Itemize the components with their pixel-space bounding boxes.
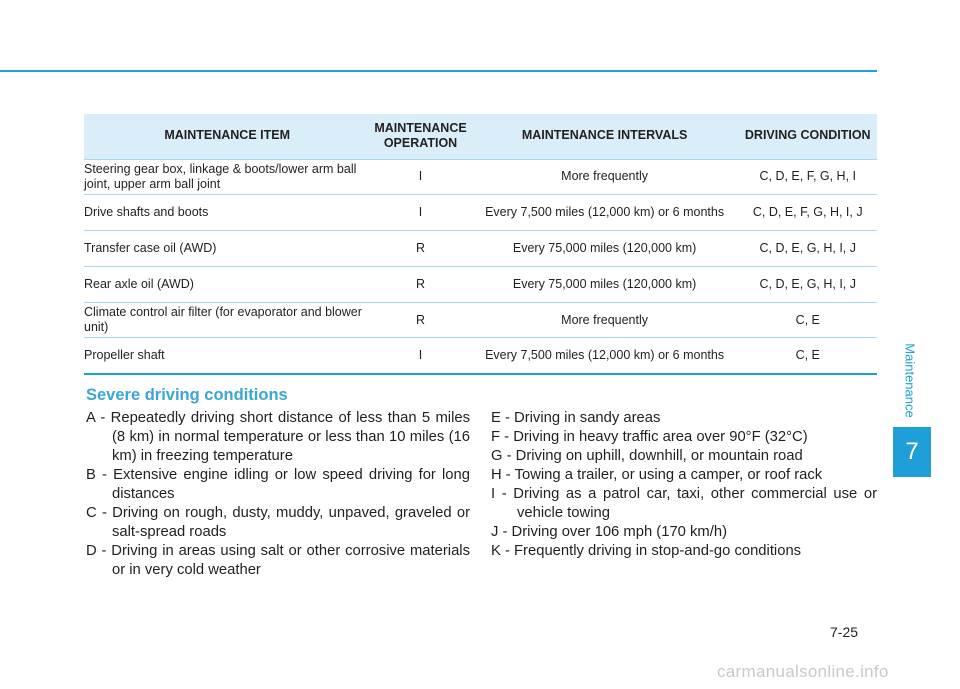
- cell-interval: More frequently: [471, 159, 739, 195]
- cell-operation: I: [370, 159, 470, 195]
- chapter-tab: 7: [893, 427, 931, 477]
- header-maintenance-operation: MAINTENANCE OPERATION: [370, 114, 470, 159]
- maintenance-table: [84, 114, 877, 375]
- cell-condition: C, E: [738, 302, 877, 338]
- cell-operation: R: [370, 231, 470, 267]
- cell-interval: Every 75,000 miles (120,000 km): [471, 231, 739, 267]
- severe-conditions-title: Severe driving conditions: [86, 386, 288, 404]
- condition-item: K - Frequently driving in stop-and-go conditions: [491, 543, 802, 559]
- cell-condition: C, E: [738, 338, 877, 374]
- cell-item: Steering gear box, linkage & boots/lower arm ball joint, upper arm ball joint: [84, 159, 370, 195]
- condition-item: G - Driving on uphill, downhill, or mountain road: [491, 448, 803, 464]
- cell-interval: Every 75,000 miles (120,000 km): [471, 266, 739, 302]
- condition-item: B - Extensive engine idling or low speed driving for long distances: [86, 467, 470, 502]
- watermark: carmanualsonline.info: [717, 662, 889, 681]
- condition-item: F - Driving in heavy traffic area over 90°F (32°C): [491, 429, 808, 445]
- table-row: [84, 302, 877, 338]
- severe-conditions-list-right: [491, 409, 877, 561]
- top-rule: [0, 70, 877, 72]
- cell-condition: C, D, E, F, G, H, I, J: [738, 195, 877, 231]
- condition-item: C - Driving on rough, dusty, muddy, unpaved, graveled or salt-spread roads: [86, 505, 470, 540]
- condition-item: E - Driving in sandy areas: [491, 410, 661, 426]
- cell-operation: I: [370, 195, 470, 231]
- cell-condition: C, D, E, G, H, I, J: [738, 266, 877, 302]
- condition-item: J - Driving over 106 mph (170 km/h): [491, 524, 728, 540]
- section-label-text: Maintenance: [902, 342, 918, 418]
- table-row: [84, 338, 877, 374]
- cell-interval: More frequently: [471, 302, 739, 338]
- cell-interval: Every 7,500 miles (12,000 km) or 6 months: [471, 338, 739, 374]
- cell-condition: C, D, E, G, H, I, J: [738, 231, 877, 267]
- cell-item: Climate control air filter (for evaporator and blower unit): [84, 302, 370, 338]
- page-number: 7-25: [830, 624, 859, 640]
- condition-item: H - Towing a trailer, or using a camper, or roof rack: [491, 467, 823, 483]
- table-row: [84, 195, 877, 231]
- table-row: [84, 231, 877, 267]
- severe-conditions-list-left: [86, 409, 470, 580]
- table-row: [84, 159, 877, 195]
- cell-condition: C, D, E, F, G, H, I: [738, 159, 877, 195]
- cell-operation: R: [370, 266, 470, 302]
- cell-item: Transfer case oil (AWD): [84, 231, 370, 267]
- cell-item: Propeller shaft: [84, 338, 370, 374]
- cell-operation: I: [370, 338, 470, 374]
- table-header-row: [84, 114, 877, 159]
- condition-item: I - Driving as a patrol car, taxi, other commercial use or vehicle towing: [491, 486, 877, 521]
- table-row: [84, 266, 877, 302]
- cell-operation: R: [370, 302, 470, 338]
- cell-item: Rear axle oil (AWD): [84, 266, 370, 302]
- header-driving-condition: DRIVING CONDITION: [738, 114, 877, 159]
- cell-interval: Every 7,500 miles (12,000 km) or 6 months: [471, 195, 739, 231]
- condition-item: A - Repeatedly driving short distance of less than 5 miles (8 km) in normal temperature or less than 10 miles (16 km) in freezing temperature: [86, 410, 470, 464]
- header-maintenance-item: MAINTENANCE ITEM: [84, 114, 370, 159]
- section-side-label: [897, 340, 923, 420]
- header-maintenance-intervals: MAINTENANCE INTERVALS: [471, 114, 739, 159]
- condition-item: D - Driving in areas using salt or other corrosive materials or in very cold weather: [86, 543, 470, 578]
- cell-item: Drive shafts and boots: [84, 195, 370, 231]
